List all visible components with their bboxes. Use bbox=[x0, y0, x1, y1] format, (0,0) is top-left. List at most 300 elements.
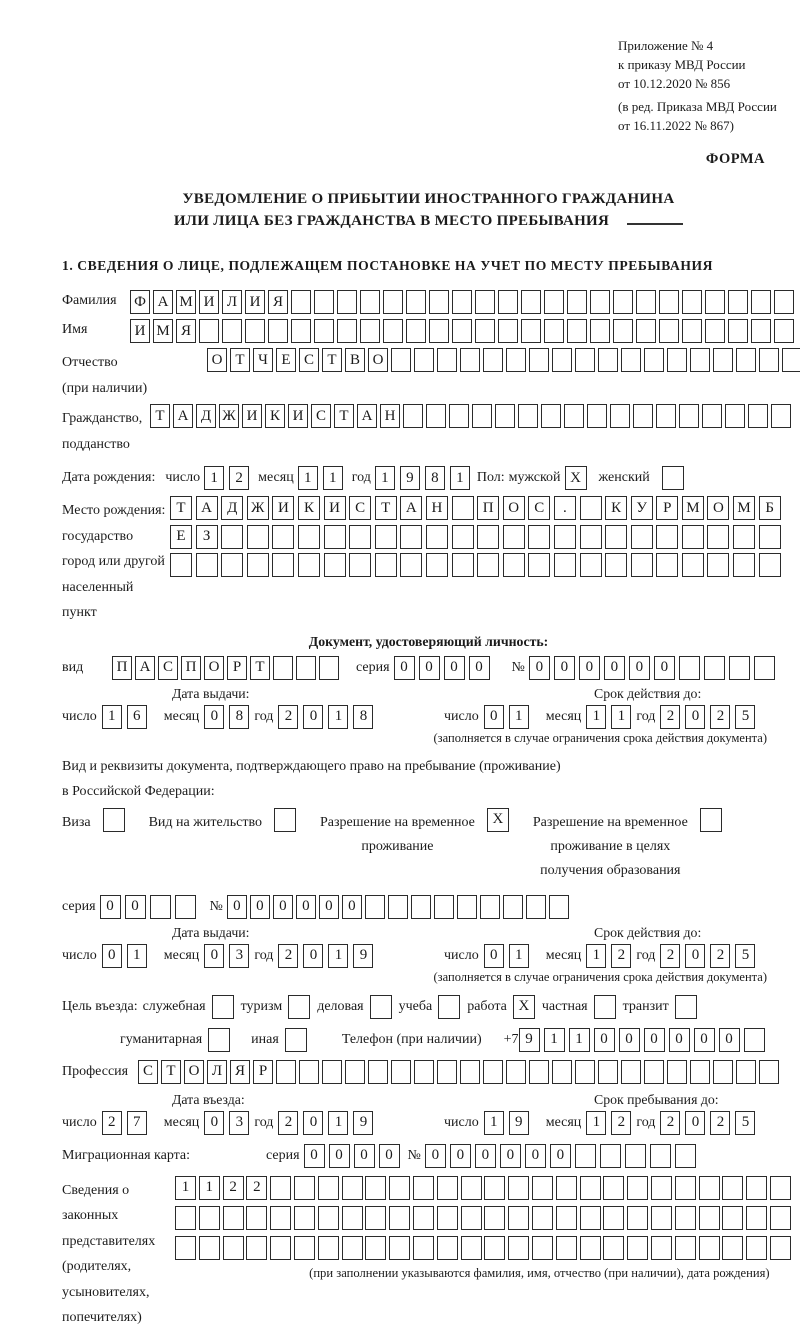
form-cell[interactable]: 9 bbox=[509, 1111, 529, 1135]
form-cell[interactable] bbox=[544, 290, 564, 314]
form-cell[interactable] bbox=[498, 319, 518, 343]
form-cell[interactable]: 0 bbox=[529, 656, 550, 680]
form-cell[interactable] bbox=[594, 995, 616, 1019]
form-cell[interactable] bbox=[288, 995, 310, 1019]
form-cell[interactable] bbox=[675, 1176, 696, 1200]
form-cell[interactable] bbox=[503, 525, 525, 549]
form-cell[interactable]: 0 bbox=[379, 1144, 400, 1168]
form-cell[interactable] bbox=[722, 1236, 743, 1260]
form-cell[interactable] bbox=[744, 1028, 765, 1052]
form-cell[interactable] bbox=[270, 1236, 291, 1260]
form-cell[interactable] bbox=[318, 1176, 339, 1200]
form-cell[interactable]: 0 bbox=[102, 944, 122, 968]
form-cell[interactable]: 1 bbox=[509, 944, 529, 968]
form-cell[interactable] bbox=[746, 1206, 767, 1230]
form-cell[interactable] bbox=[298, 553, 320, 577]
form-cell[interactable]: 0 bbox=[500, 1144, 521, 1168]
form-cell[interactable] bbox=[751, 290, 771, 314]
form-cell[interactable]: 0 bbox=[425, 1144, 446, 1168]
form-cell[interactable] bbox=[477, 553, 499, 577]
form-cell[interactable] bbox=[413, 1176, 434, 1200]
form-cell[interactable] bbox=[426, 404, 446, 428]
form-cell[interactable]: 2 bbox=[278, 1111, 298, 1135]
form-cell[interactable]: 5 bbox=[735, 705, 755, 729]
form-cell[interactable] bbox=[521, 290, 541, 314]
form-cell[interactable]: 5 bbox=[735, 1111, 755, 1135]
form-cell[interactable]: К bbox=[298, 496, 320, 520]
purpose-study-checkbox[interactable] bbox=[438, 995, 460, 1019]
form-cell[interactable]: 0 bbox=[685, 944, 705, 968]
temp-permit-checkbox[interactable] bbox=[487, 808, 509, 832]
form-cell[interactable]: 1 bbox=[509, 705, 529, 729]
form-cell[interactable] bbox=[771, 404, 791, 428]
form-cell[interactable] bbox=[675, 1144, 696, 1168]
form-cell[interactable] bbox=[705, 319, 725, 343]
form-cell[interactable] bbox=[475, 319, 495, 343]
form-cell[interactable] bbox=[521, 319, 541, 343]
form-cell[interactable]: Д bbox=[221, 496, 243, 520]
form-cell[interactable]: 1 bbox=[569, 1028, 590, 1052]
form-cell[interactable] bbox=[406, 290, 426, 314]
form-cell[interactable]: 8 bbox=[229, 705, 249, 729]
visa-checkbox[interactable] bbox=[103, 808, 125, 832]
form-cell[interactable]: 0 bbox=[204, 944, 224, 968]
form-cell[interactable] bbox=[506, 348, 526, 372]
purpose-work-checkbox[interactable] bbox=[513, 995, 535, 1019]
form-cell[interactable] bbox=[554, 553, 576, 577]
form-cell[interactable] bbox=[567, 290, 587, 314]
form-cell[interactable] bbox=[759, 553, 781, 577]
form-cell[interactable] bbox=[704, 656, 725, 680]
form-cell[interactable]: 0 bbox=[444, 656, 465, 680]
form-cell[interactable] bbox=[590, 319, 610, 343]
form-cell[interactable] bbox=[324, 525, 346, 549]
form-cell[interactable]: П bbox=[477, 496, 499, 520]
form-cell[interactable] bbox=[247, 525, 269, 549]
form-cell[interactable] bbox=[722, 1176, 743, 1200]
form-cell[interactable] bbox=[580, 1176, 601, 1200]
form-cell[interactable]: 2 bbox=[102, 1111, 122, 1135]
form-cell[interactable] bbox=[759, 525, 781, 549]
form-cell[interactable] bbox=[365, 895, 385, 919]
form-cell[interactable] bbox=[656, 404, 676, 428]
form-cell[interactable]: 2 bbox=[660, 1111, 680, 1135]
form-cell[interactable]: 0 bbox=[579, 656, 600, 680]
form-cell[interactable]: В bbox=[345, 348, 365, 372]
form-cell[interactable] bbox=[532, 1176, 553, 1200]
form-cell[interactable] bbox=[389, 1176, 410, 1200]
purpose-official-checkbox[interactable] bbox=[212, 995, 234, 1019]
form-cell[interactable] bbox=[452, 496, 474, 520]
form-cell[interactable] bbox=[651, 1206, 672, 1230]
form-cell[interactable]: 1 bbox=[484, 1111, 504, 1135]
form-cell[interactable]: 1 bbox=[328, 705, 348, 729]
form-cell[interactable] bbox=[246, 1206, 267, 1230]
form-cell[interactable]: 0 bbox=[594, 1028, 615, 1052]
form-cell[interactable]: Ф bbox=[130, 290, 150, 314]
form-cell[interactable] bbox=[625, 1144, 646, 1168]
form-cell[interactable]: Т bbox=[170, 496, 192, 520]
form-cell[interactable] bbox=[700, 808, 722, 832]
form-cell[interactable] bbox=[631, 525, 653, 549]
form-cell[interactable] bbox=[713, 1060, 733, 1084]
form-cell[interactable]: 1 bbox=[175, 1176, 196, 1200]
form-cell[interactable] bbox=[337, 319, 357, 343]
form-cell[interactable]: 2 bbox=[246, 1176, 267, 1200]
form-cell[interactable]: 0 bbox=[273, 895, 293, 919]
form-cell[interactable] bbox=[449, 404, 469, 428]
form-cell[interactable] bbox=[552, 348, 572, 372]
form-cell[interactable] bbox=[383, 319, 403, 343]
form-cell[interactable] bbox=[526, 895, 546, 919]
form-cell[interactable] bbox=[285, 1028, 307, 1052]
form-cell[interactable] bbox=[725, 404, 745, 428]
form-cell[interactable] bbox=[360, 319, 380, 343]
form-cell[interactable] bbox=[272, 553, 294, 577]
form-cell[interactable] bbox=[170, 553, 192, 577]
form-cell[interactable]: 1 bbox=[323, 466, 343, 490]
form-cell[interactable]: А bbox=[153, 290, 173, 314]
form-cell[interactable] bbox=[759, 348, 779, 372]
form-cell[interactable] bbox=[314, 290, 334, 314]
form-cell[interactable]: А bbox=[135, 656, 155, 680]
form-cell[interactable] bbox=[774, 290, 794, 314]
form-cell[interactable] bbox=[360, 290, 380, 314]
form-cell[interactable]: 0 bbox=[469, 656, 490, 680]
form-cell[interactable] bbox=[675, 1206, 696, 1230]
form-cell[interactable]: 0 bbox=[475, 1144, 496, 1168]
form-cell[interactable] bbox=[774, 319, 794, 343]
form-cell[interactable]: 2 bbox=[223, 1176, 244, 1200]
form-cell[interactable] bbox=[437, 1060, 457, 1084]
form-cell[interactable]: 1 bbox=[586, 1111, 606, 1135]
form-cell[interactable] bbox=[728, 319, 748, 343]
form-cell[interactable] bbox=[483, 1060, 503, 1084]
form-cell[interactable]: 1 bbox=[611, 705, 631, 729]
form-cell[interactable]: . bbox=[554, 496, 576, 520]
form-cell[interactable] bbox=[728, 290, 748, 314]
form-cell[interactable] bbox=[575, 348, 595, 372]
form-cell[interactable] bbox=[414, 348, 434, 372]
form-cell[interactable] bbox=[682, 319, 702, 343]
form-cell[interactable]: Р bbox=[253, 1060, 273, 1084]
form-cell[interactable] bbox=[707, 553, 729, 577]
form-cell[interactable]: 8 bbox=[425, 466, 445, 490]
form-cell[interactable] bbox=[438, 995, 460, 1019]
form-cell[interactable]: Т bbox=[322, 348, 342, 372]
form-cell[interactable]: 7 bbox=[127, 1111, 147, 1135]
form-cell[interactable] bbox=[391, 348, 411, 372]
form-cell[interactable] bbox=[400, 553, 422, 577]
form-cell[interactable] bbox=[770, 1236, 791, 1260]
form-cell[interactable]: Р bbox=[656, 496, 678, 520]
form-cell[interactable]: 0 bbox=[694, 1028, 715, 1052]
form-cell[interactable] bbox=[621, 1060, 641, 1084]
form-cell[interactable]: 1 bbox=[586, 944, 606, 968]
form-cell[interactable] bbox=[199, 1236, 220, 1260]
form-cell[interactable]: 0 bbox=[227, 895, 247, 919]
form-cell[interactable] bbox=[103, 808, 125, 832]
form-cell[interactable]: М bbox=[682, 496, 704, 520]
form-cell[interactable]: Е bbox=[170, 525, 192, 549]
form-cell[interactable]: П bbox=[181, 656, 201, 680]
form-cell[interactable] bbox=[644, 1060, 664, 1084]
form-cell[interactable] bbox=[733, 525, 755, 549]
form-cell[interactable]: Т bbox=[250, 656, 270, 680]
form-cell[interactable]: Я bbox=[176, 319, 196, 343]
form-cell[interactable]: И bbox=[130, 319, 150, 343]
edu-permit-checkbox[interactable] bbox=[700, 808, 722, 832]
form-cell[interactable] bbox=[667, 1060, 687, 1084]
form-cell[interactable]: 0 bbox=[304, 1144, 325, 1168]
form-cell[interactable] bbox=[314, 319, 334, 343]
form-cell[interactable]: М bbox=[176, 290, 196, 314]
form-cell[interactable]: 1 bbox=[586, 705, 606, 729]
form-cell[interactable]: X bbox=[513, 995, 535, 1019]
form-cell[interactable] bbox=[270, 1206, 291, 1230]
form-cell[interactable] bbox=[437, 348, 457, 372]
form-cell[interactable] bbox=[223, 1206, 244, 1230]
form-cell[interactable] bbox=[770, 1206, 791, 1230]
form-cell[interactable]: Т bbox=[150, 404, 170, 428]
form-cell[interactable]: 2 bbox=[660, 944, 680, 968]
form-cell[interactable]: 0 bbox=[554, 656, 575, 680]
form-cell[interactable]: О bbox=[368, 348, 388, 372]
form-cell[interactable] bbox=[656, 525, 678, 549]
form-cell[interactable] bbox=[365, 1176, 386, 1200]
form-cell[interactable] bbox=[702, 404, 722, 428]
form-cell[interactable] bbox=[403, 404, 423, 428]
form-cell[interactable]: 1 bbox=[127, 944, 147, 968]
form-cell[interactable] bbox=[498, 290, 518, 314]
form-cell[interactable]: 0 bbox=[296, 895, 316, 919]
form-cell[interactable] bbox=[782, 348, 800, 372]
form-cell[interactable]: 0 bbox=[484, 705, 504, 729]
form-cell[interactable] bbox=[222, 319, 242, 343]
form-cell[interactable] bbox=[294, 1236, 315, 1260]
form-cell[interactable] bbox=[699, 1206, 720, 1230]
form-cell[interactable]: 3 bbox=[229, 1111, 249, 1135]
form-cell[interactable] bbox=[651, 1176, 672, 1200]
form-cell[interactable]: 8 bbox=[353, 705, 373, 729]
form-cell[interactable]: 9 bbox=[353, 1111, 373, 1135]
sex-female-checkbox[interactable] bbox=[662, 466, 684, 490]
form-cell[interactable] bbox=[365, 1206, 386, 1230]
form-cell[interactable]: 0 bbox=[319, 895, 339, 919]
form-cell[interactable] bbox=[345, 1060, 365, 1084]
form-cell[interactable] bbox=[461, 1236, 482, 1260]
form-cell[interactable]: 0 bbox=[303, 944, 323, 968]
form-cell[interactable] bbox=[605, 525, 627, 549]
form-cell[interactable]: Е bbox=[276, 348, 296, 372]
form-cell[interactable] bbox=[426, 553, 448, 577]
form-cell[interactable]: 0 bbox=[329, 1144, 350, 1168]
form-cell[interactable]: 0 bbox=[644, 1028, 665, 1052]
form-cell[interactable] bbox=[529, 348, 549, 372]
form-cell[interactable] bbox=[575, 1060, 595, 1084]
form-cell[interactable] bbox=[342, 1176, 363, 1200]
form-cell[interactable] bbox=[247, 553, 269, 577]
form-cell[interactable]: У bbox=[631, 496, 653, 520]
form-cell[interactable] bbox=[598, 348, 618, 372]
form-cell[interactable] bbox=[675, 995, 697, 1019]
form-cell[interactable] bbox=[223, 1236, 244, 1260]
form-cell[interactable] bbox=[460, 1060, 480, 1084]
form-cell[interactable]: Я bbox=[268, 290, 288, 314]
form-cell[interactable]: Р bbox=[227, 656, 247, 680]
form-cell[interactable]: 0 bbox=[394, 656, 415, 680]
purpose-private-checkbox[interactable] bbox=[594, 995, 616, 1019]
form-cell[interactable] bbox=[567, 319, 587, 343]
form-cell[interactable] bbox=[651, 1236, 672, 1260]
form-cell[interactable] bbox=[532, 1206, 553, 1230]
form-cell[interactable] bbox=[590, 290, 610, 314]
form-cell[interactable] bbox=[754, 656, 775, 680]
form-cell[interactable] bbox=[736, 348, 756, 372]
form-cell[interactable] bbox=[221, 553, 243, 577]
form-cell[interactable]: X bbox=[565, 466, 587, 490]
form-cell[interactable] bbox=[196, 553, 218, 577]
form-cell[interactable] bbox=[150, 895, 171, 919]
form-cell[interactable] bbox=[508, 1176, 529, 1200]
form-cell[interactable]: П bbox=[112, 656, 132, 680]
form-cell[interactable] bbox=[580, 496, 602, 520]
form-cell[interactable]: 1 bbox=[328, 1111, 348, 1135]
purpose-business-checkbox[interactable] bbox=[370, 995, 392, 1019]
form-cell[interactable] bbox=[337, 290, 357, 314]
form-cell[interactable] bbox=[682, 553, 704, 577]
form-cell[interactable] bbox=[175, 1236, 196, 1260]
form-cell[interactable]: З bbox=[196, 525, 218, 549]
form-cell[interactable] bbox=[365, 1236, 386, 1260]
form-cell[interactable] bbox=[554, 525, 576, 549]
form-cell[interactable] bbox=[413, 1206, 434, 1230]
form-cell[interactable]: 5 bbox=[735, 944, 755, 968]
form-cell[interactable] bbox=[276, 1060, 296, 1084]
form-cell[interactable] bbox=[375, 525, 397, 549]
form-cell[interactable] bbox=[770, 1176, 791, 1200]
form-cell[interactable]: 2 bbox=[660, 705, 680, 729]
form-cell[interactable]: 1 bbox=[544, 1028, 565, 1052]
form-cell[interactable] bbox=[556, 1236, 577, 1260]
form-cell[interactable] bbox=[294, 1176, 315, 1200]
form-cell[interactable]: 1 bbox=[199, 1176, 220, 1200]
form-cell[interactable] bbox=[457, 895, 477, 919]
form-cell[interactable]: 0 bbox=[204, 705, 224, 729]
form-cell[interactable]: А bbox=[400, 496, 422, 520]
form-cell[interactable]: 1 bbox=[328, 944, 348, 968]
form-cell[interactable]: О bbox=[204, 656, 224, 680]
form-cell[interactable] bbox=[414, 1060, 434, 1084]
form-cell[interactable] bbox=[544, 319, 564, 343]
form-cell[interactable] bbox=[610, 404, 630, 428]
form-cell[interactable] bbox=[667, 348, 687, 372]
form-cell[interactable] bbox=[580, 525, 602, 549]
form-cell[interactable] bbox=[636, 290, 656, 314]
form-cell[interactable] bbox=[426, 525, 448, 549]
form-cell[interactable] bbox=[722, 1206, 743, 1230]
residence-permit-checkbox[interactable] bbox=[274, 808, 296, 832]
form-cell[interactable] bbox=[349, 525, 371, 549]
form-cell[interactable]: 1 bbox=[204, 466, 224, 490]
form-cell[interactable]: 2 bbox=[710, 944, 730, 968]
form-cell[interactable]: И bbox=[242, 404, 262, 428]
form-cell[interactable]: 0 bbox=[250, 895, 270, 919]
form-cell[interactable] bbox=[383, 290, 403, 314]
form-cell[interactable] bbox=[633, 404, 653, 428]
form-cell[interactable] bbox=[370, 995, 392, 1019]
form-cell[interactable] bbox=[564, 404, 584, 428]
form-cell[interactable] bbox=[528, 525, 550, 549]
form-cell[interactable]: О bbox=[207, 348, 227, 372]
form-cell[interactable] bbox=[461, 1206, 482, 1230]
form-cell[interactable]: 0 bbox=[354, 1144, 375, 1168]
form-cell[interactable] bbox=[733, 553, 755, 577]
form-cell[interactable]: Л bbox=[222, 290, 242, 314]
form-cell[interactable]: 6 bbox=[127, 705, 147, 729]
form-cell[interactable] bbox=[682, 290, 702, 314]
form-cell[interactable] bbox=[221, 525, 243, 549]
form-cell[interactable]: 3 bbox=[229, 944, 249, 968]
form-cell[interactable] bbox=[613, 319, 633, 343]
form-cell[interactable] bbox=[552, 1060, 572, 1084]
form-cell[interactable] bbox=[475, 290, 495, 314]
form-cell[interactable] bbox=[406, 319, 426, 343]
form-cell[interactable] bbox=[690, 348, 710, 372]
form-cell[interactable]: А bbox=[173, 404, 193, 428]
form-cell[interactable] bbox=[480, 895, 500, 919]
form-cell[interactable] bbox=[375, 553, 397, 577]
form-cell[interactable]: 0 bbox=[342, 895, 362, 919]
form-cell[interactable]: 1 bbox=[375, 466, 395, 490]
form-cell[interactable] bbox=[296, 656, 316, 680]
form-cell[interactable]: 0 bbox=[629, 656, 650, 680]
form-cell[interactable]: Т bbox=[375, 496, 397, 520]
form-cell[interactable] bbox=[675, 1236, 696, 1260]
form-cell[interactable] bbox=[503, 895, 523, 919]
form-cell[interactable] bbox=[603, 1206, 624, 1230]
form-cell[interactable] bbox=[274, 808, 296, 832]
form-cell[interactable] bbox=[389, 1206, 410, 1230]
form-cell[interactable] bbox=[413, 1236, 434, 1260]
form-cell[interactable] bbox=[644, 348, 664, 372]
form-cell[interactable]: 2 bbox=[710, 705, 730, 729]
form-cell[interactable] bbox=[368, 1060, 388, 1084]
form-cell[interactable]: 2 bbox=[611, 1111, 631, 1135]
form-cell[interactable]: 0 bbox=[550, 1144, 571, 1168]
form-cell[interactable] bbox=[736, 1060, 756, 1084]
form-cell[interactable] bbox=[437, 1236, 458, 1260]
form-cell[interactable]: 0 bbox=[204, 1111, 224, 1135]
form-cell[interactable]: 0 bbox=[303, 705, 323, 729]
form-cell[interactable] bbox=[603, 1176, 624, 1200]
form-cell[interactable] bbox=[508, 1206, 529, 1230]
form-cell[interactable]: О bbox=[184, 1060, 204, 1084]
form-cell[interactable] bbox=[528, 553, 550, 577]
form-cell[interactable] bbox=[713, 348, 733, 372]
form-cell[interactable] bbox=[679, 656, 700, 680]
form-cell[interactable] bbox=[659, 290, 679, 314]
form-cell[interactable] bbox=[268, 319, 288, 343]
form-cell[interactable] bbox=[729, 656, 750, 680]
form-cell[interactable]: Д bbox=[196, 404, 216, 428]
form-cell[interactable] bbox=[484, 1236, 505, 1260]
form-cell[interactable]: 0 bbox=[685, 1111, 705, 1135]
form-cell[interactable]: С bbox=[158, 656, 178, 680]
form-cell[interactable]: 0 bbox=[525, 1144, 546, 1168]
form-cell[interactable] bbox=[245, 319, 265, 343]
form-cell[interactable] bbox=[212, 995, 234, 1019]
